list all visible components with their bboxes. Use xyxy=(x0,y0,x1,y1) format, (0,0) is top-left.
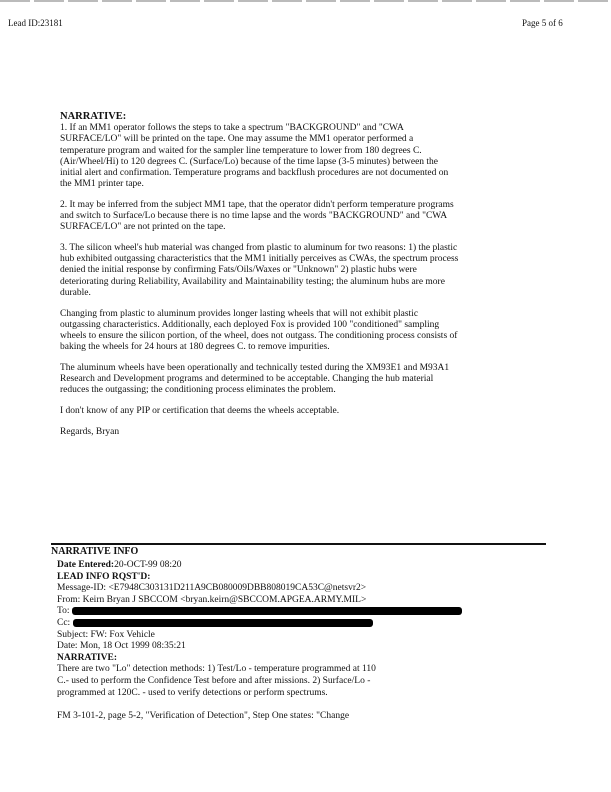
narrative-paragraph-5: The aluminum wheels have been operationally and technically tested during the XM93E1 and M93A1 Research and Development programs and determined to be acceptable. Changing the hub material reduces the outgassing; the conditioning process eliminates the problem. xyxy=(60,362,450,396)
narrative-paragraph-3: 3. The silicon wheel's hub material was changed from plastic to aluminum for two reasons: 1) the plastic hub exhibited outgassing characteristics that the MM1 initially perceives as CWAs, the spectrum process denied the initial response by confirming Fats/Oils/Waxes or "Unknown" 2) plastic hubs were deteriorating during Reliability, Availability and Maintainability testing; the aluminum hubs are more durable. xyxy=(60,243,459,298)
subject-line: Subject: FW: Fox Vehicle xyxy=(57,629,155,640)
date-entered-value: 20-OCT-99 08:20 xyxy=(114,560,182,570)
narrative-paragraph-1: 1. If an MM1 operator follows the steps to take a spectrum "BACKGROUND" and "CWA SURFACE/LO" will be printed on the tape. One may assume the MM1 operator performed a temperature program and waited for the sampler line temperature to lower from 180 degrees C. (Air/Wheel/Hi) to 120 degrees C. (Surface/Lo) because of the time lapse (3-5 minutes) between the initial alert and confirmation. Temperature programs and backflush procedures are not documented on the MM1 printer tape. xyxy=(60,123,449,190)
date-line: Date: Mon, 18 Oct 1999 08:35:21 xyxy=(57,641,186,652)
info-narrative-body: There are two "Lo" detection methods: 1) Test/Lo - temperature programmed at 110 C.- used to perform the Confidence Test before and after missions. 2) Surface/Lo - programmed at 120C. - used to verify detections or perform spectrums. xyxy=(57,664,376,698)
footer-line: FM 3-101-2, page 5-2, "Verification of Detection", Step One states: "Change xyxy=(57,711,350,722)
narrative-info-heading: NARRATIVE INFO xyxy=(51,546,139,557)
to-line xyxy=(57,606,537,618)
narrative-info-section xyxy=(57,560,537,723)
page-number: Page 5 of 6 xyxy=(522,18,563,28)
narrative-signoff: Regards, Bryan xyxy=(60,426,120,437)
info-narrative-label: NARRATIVE: xyxy=(57,652,117,663)
narrative-paragraph-6: I don't know of any PIP or certification that deems the wheels acceptable. xyxy=(60,405,340,416)
from-line: From: Keirn Bryan J SBCCOM <bryan.keirn@SBCCOM.APGEA.ARMY.MIL> xyxy=(57,594,367,605)
lead-info-rqst-label: LEAD INFO RQST'D: xyxy=(57,571,151,582)
redaction-bar xyxy=(72,607,462,615)
to-label: To: xyxy=(57,606,70,617)
section-divider xyxy=(51,543,546,545)
message-id: Message-ID: <E7948C303131D211A9CB080009DBB808019CA53C@netsvr2> xyxy=(57,583,367,594)
date-entered-label: Date Entered: xyxy=(57,560,115,570)
lead-id: Lead ID:23181 xyxy=(8,18,63,28)
date-entered-row xyxy=(57,560,537,572)
top-border xyxy=(0,0,611,2)
cc-label: Cc: xyxy=(57,617,71,628)
narrative-section xyxy=(60,111,460,447)
cc-line xyxy=(57,618,537,630)
narrative-paragraph-2: 2. It may be inferred from the subject MM1 tape, that the operator didn't perform temperature programs and switch to Surface/Lo because there is no time lapse and the words "BACKGROUND" and "CWA SURFACE/LO" are not printed on the tape. xyxy=(60,199,454,233)
narrative-paragraph-4: Changing from plastic to aluminum provides longer lasting wheels that will not exhibit plastic outgassing characteristics. Additionally, each deployed Fox is provided 100 "conditioned" sampling wheels to ensure the silicon portion, of the wheel, does not outgass. The conditioning process consists of baking the wheels for 24 hours at 180 degrees C. to remove impurities. xyxy=(60,308,458,353)
narrative-heading: NARRATIVE: xyxy=(60,111,127,122)
redaction-bar xyxy=(73,619,373,627)
